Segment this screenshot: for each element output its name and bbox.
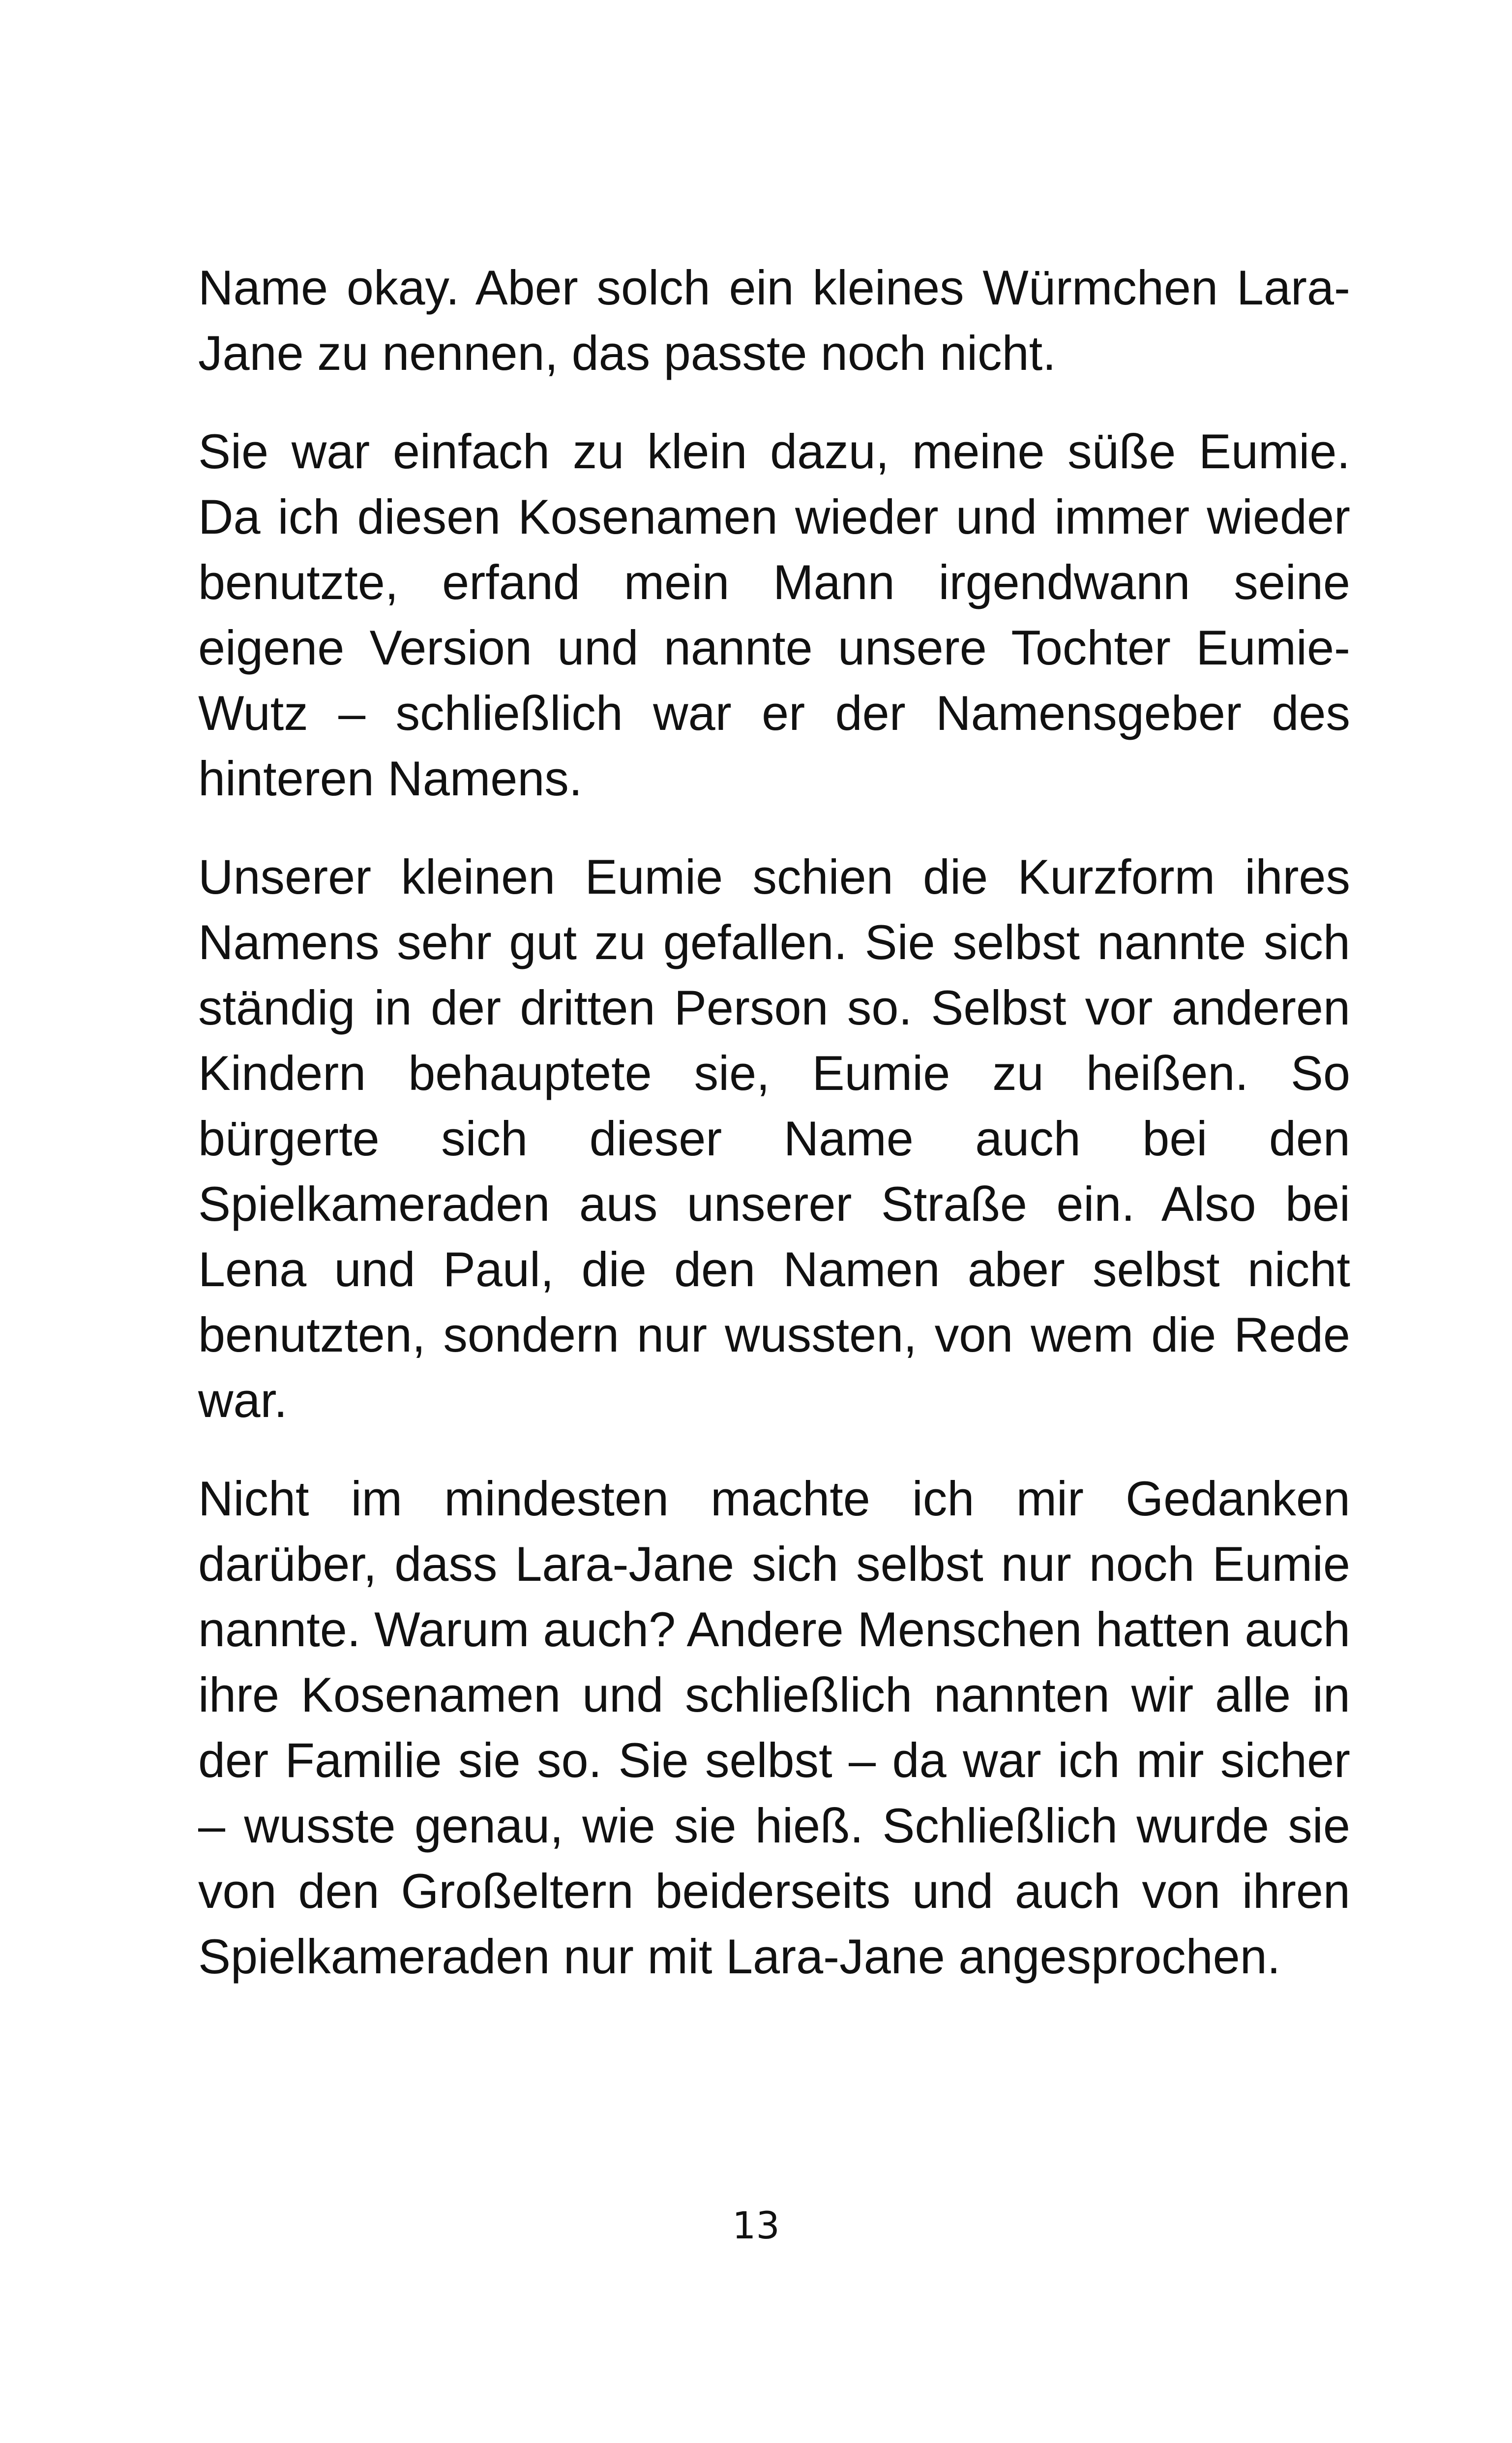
- page-number: 13: [732, 2203, 780, 2247]
- body-text: [198, 255, 1350, 2022]
- paragraph-4: Nicht im mindesten machte ich mir Gedanken darüber, dass Lara-Jane sich selbst nur noch Eumie nannte. Warum auch? Andere Menschen hatten auch ihre Kosenamen und schließlich nannten wir alle in der Familie sie so. Sie selbst – da war ich mir sicher – wusste genau, wie sie hieß. Schließlich wurde sie von den Großeltern beiderseits und auch von ihren Spielkameraden nur mit Lara-Jane angesprochen.: [198, 1471, 1350, 1984]
- paragraph-1: Name okay. Aber solch ein kleines Würmchen Lara-Jane zu nennen, das passte noch nicht.: [198, 260, 1350, 380]
- paragraph-3: Unserer kleinen Eumie schien die Kurzform ihres Namens sehr gut zu gefallen. Sie selbst nannte sich ständig in der dritten Person so. Selbst vor anderen Kindern behauptete sie, Eumie zu heißen. So bürgerte sich dieser Name auch bei den Spielkameraden aus unserer Straße ein. Also bei Lena und Paul, die den Namen aber selbst nicht benutzten, sondern nur wussten, von wem die Rede war.: [198, 849, 1350, 1427]
- paragraph-2: Sie war einfach zu klein dazu, meine süße Eumie. Da ich diesen Kosenamen wieder und immer wieder benutzte, erfand mein Mann irgendwann seine eigene Version und nannte unsere Tochter Eumie-Wutz – schließlich war er der Namensgeber des hinteren Namens.: [198, 424, 1350, 806]
